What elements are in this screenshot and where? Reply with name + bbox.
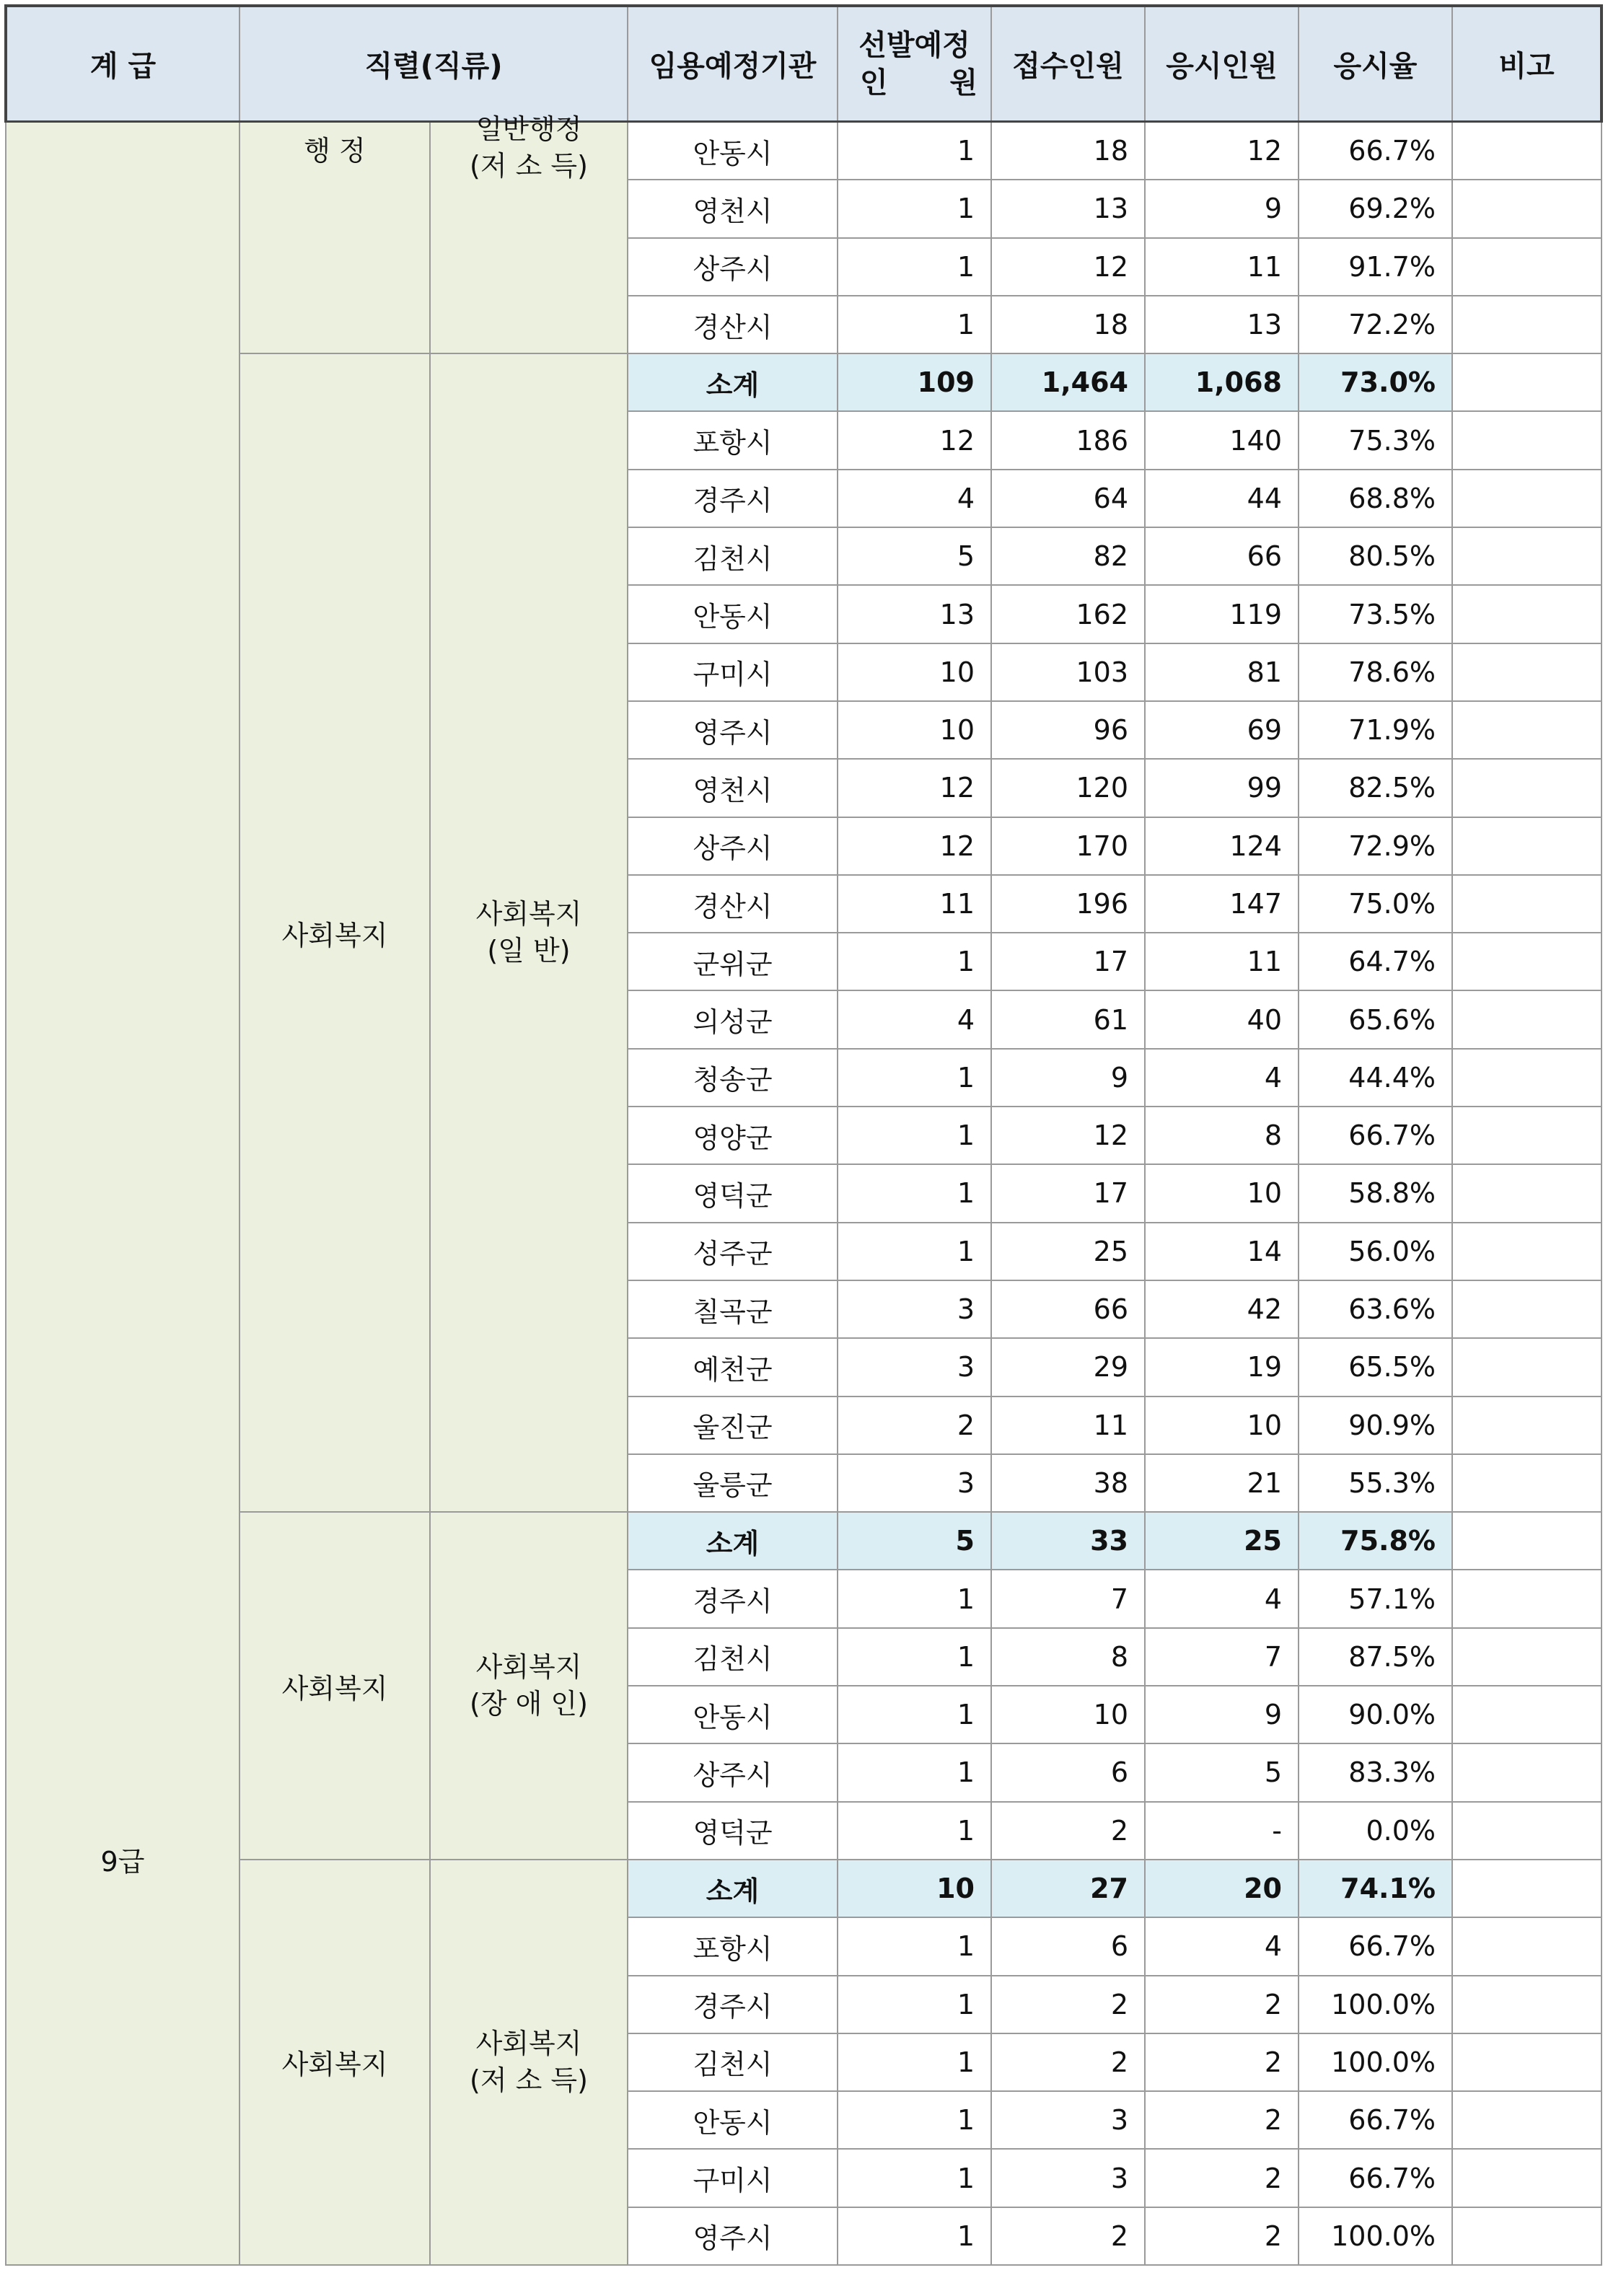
received-cell: 18 [991, 296, 1145, 353]
rate-cell: 74.1% [1299, 1860, 1452, 1917]
agency-cell: 영덕군 [628, 1802, 838, 1860]
received-cell: 29 [991, 1338, 1145, 1396]
agency-cell: 소계 [628, 1512, 838, 1570]
note-cell [1452, 643, 1602, 701]
note-cell [1452, 1628, 1602, 1686]
agency-cell: 군위군 [628, 933, 838, 990]
note-cell [1452, 1049, 1602, 1107]
agency-cell: 김천시 [628, 2033, 838, 2091]
received-cell: 6 [991, 1743, 1145, 1801]
received-cell: 12 [991, 238, 1145, 296]
received-cell: 2 [991, 1802, 1145, 1860]
rate-cell: 0.0% [1299, 1802, 1452, 1860]
rate-cell: 71.9% [1299, 701, 1452, 759]
note-cell [1452, 1686, 1602, 1743]
agency-cell: 영덕군 [628, 1164, 838, 1222]
planned-cell: 1 [838, 1164, 991, 1222]
note-cell [1452, 933, 1602, 990]
planned-cell: 10 [838, 643, 991, 701]
received-cell: 38 [991, 1454, 1145, 1512]
note-cell [1452, 2033, 1602, 2091]
planned-cell: 4 [838, 990, 991, 1048]
category-line1: 사회복지 [475, 2027, 582, 2059]
rate-cell: 73.5% [1299, 585, 1452, 643]
rate-cell: 57.1% [1299, 1570, 1452, 1627]
rate-cell: 66.7% [1299, 1917, 1452, 1975]
received-cell: 17 [991, 933, 1145, 990]
note-cell [1452, 1860, 1602, 1917]
agency-cell: 포항시 [628, 411, 838, 469]
applied-cell: 13 [1145, 296, 1299, 353]
category-cell [430, 353, 628, 1512]
rate-cell: 55.3% [1299, 1454, 1452, 1512]
level-value: 9급 [100, 1846, 145, 1878]
planned-cell: 1 [838, 1570, 991, 1627]
received-cell: 61 [991, 990, 1145, 1048]
agency-cell: 경주시 [628, 1976, 838, 2033]
planned-cell: 1 [838, 2091, 991, 2149]
header-planned-line2 [838, 64, 990, 102]
applied-cell: 21 [1145, 1454, 1299, 1512]
note-cell [1452, 1454, 1602, 1512]
rate-cell: 44.4% [1299, 1049, 1452, 1107]
rate-cell: 66.7% [1299, 122, 1452, 180]
agency-cell: 상주시 [628, 238, 838, 296]
applied-cell: 2 [1145, 2207, 1299, 2265]
received-cell: 9 [991, 1049, 1145, 1107]
applied-cell: 66 [1145, 527, 1299, 585]
planned-cell: 3 [838, 1454, 991, 1512]
note-cell [1452, 180, 1602, 237]
applied-cell: 119 [1145, 585, 1299, 643]
note-cell [1452, 122, 1602, 180]
applied-cell: 124 [1145, 817, 1299, 875]
planned-cell: 4 [838, 470, 991, 527]
planned-cell: 109 [838, 353, 991, 411]
category-line1: 사회복지 [475, 897, 582, 930]
agency-cell: 청송군 [628, 1049, 838, 1107]
applied-cell: 147 [1145, 875, 1299, 933]
header-received: 접수인원 [991, 6, 1145, 122]
rate-cell: 65.6% [1299, 990, 1452, 1048]
header-series: 직렬(직류) [240, 6, 628, 122]
received-cell: 2 [991, 2033, 1145, 2091]
applied-cell: 4 [1145, 1917, 1299, 1975]
agency-cell: 구미시 [628, 643, 838, 701]
agency-cell: 안동시 [628, 585, 838, 643]
agency-cell: 상주시 [628, 1743, 838, 1801]
applied-cell: 20 [1145, 1860, 1299, 1917]
category-line1: 일반행정 [475, 113, 582, 145]
note-cell [1452, 585, 1602, 643]
applied-cell: 2 [1145, 1976, 1299, 2033]
agency-cell: 안동시 [628, 1686, 838, 1743]
planned-cell: 1 [838, 1223, 991, 1280]
planned-cell: 1 [838, 2149, 991, 2207]
agency-cell: 안동시 [628, 2091, 838, 2149]
agency-cell: 영양군 [628, 1107, 838, 1164]
series-cell: 사회복지 [240, 353, 430, 1512]
rate-cell: 82.5% [1299, 759, 1452, 817]
category-line1: 사회복지 [475, 1650, 582, 1683]
applied-cell: 2 [1145, 2149, 1299, 2207]
received-cell: 17 [991, 1164, 1145, 1222]
note-cell [1452, 701, 1602, 759]
series-cell: 사회복지 [240, 1512, 430, 1860]
note-cell [1452, 2091, 1602, 2149]
received-cell: 7 [991, 1570, 1145, 1627]
note-cell [1452, 296, 1602, 353]
rate-cell: 78.6% [1299, 643, 1452, 701]
planned-cell: 1 [838, 238, 991, 296]
rate-cell: 87.5% [1299, 1628, 1452, 1686]
planned-cell: 1 [838, 1686, 991, 1743]
planned-cell: 1 [838, 1743, 991, 1801]
received-cell: 120 [991, 759, 1145, 817]
planned-cell: 1 [838, 1628, 991, 1686]
applied-cell: 40 [1145, 990, 1299, 1048]
applied-cell: 11 [1145, 238, 1299, 296]
rate-cell: 100.0% [1299, 2033, 1452, 2091]
received-cell: 170 [991, 817, 1145, 875]
applied-cell: 9 [1145, 180, 1299, 237]
applied-cell: 4 [1145, 1049, 1299, 1107]
received-cell: 82 [991, 527, 1145, 585]
rate-cell: 73.0% [1299, 353, 1452, 411]
applied-cell: 9 [1145, 1686, 1299, 1743]
applied-cell: 81 [1145, 643, 1299, 701]
received-cell: 10 [991, 1686, 1145, 1743]
received-cell: 66 [991, 1280, 1145, 1338]
applied-cell: 11 [1145, 933, 1299, 990]
note-cell [1452, 1396, 1602, 1454]
agency-cell: 칠곡군 [628, 1280, 838, 1338]
header-note: 비고 [1452, 6, 1602, 122]
header-rate: 응시율 [1299, 6, 1452, 122]
received-cell: 11 [991, 1396, 1145, 1454]
planned-cell: 12 [838, 817, 991, 875]
rate-cell: 90.0% [1299, 1686, 1452, 1743]
agency-cell: 김천시 [628, 1628, 838, 1686]
planned-cell: 1 [838, 1976, 991, 2033]
received-cell: 18 [991, 122, 1145, 180]
note-cell [1452, 817, 1602, 875]
applied-cell: 140 [1145, 411, 1299, 469]
rate-cell: 56.0% [1299, 1223, 1452, 1280]
received-cell: 103 [991, 643, 1145, 701]
planned-cell: 1 [838, 1802, 991, 1860]
planned-cell: 3 [838, 1338, 991, 1396]
applied-cell: 2 [1145, 2091, 1299, 2149]
rate-cell: 83.3% [1299, 1743, 1452, 1801]
applied-cell: 14 [1145, 1223, 1299, 1280]
agency-cell: 구미시 [628, 2149, 838, 2207]
received-cell: 186 [991, 411, 1145, 469]
note-cell [1452, 1570, 1602, 1627]
applied-cell: 69 [1145, 701, 1299, 759]
subtotal-row [6, 1512, 1602, 1570]
subtotal-row [6, 1860, 1602, 1917]
note-cell [1452, 990, 1602, 1048]
applied-cell: 2 [1145, 2033, 1299, 2091]
agency-cell: 포항시 [628, 1917, 838, 1975]
agency-cell: 영천시 [628, 180, 838, 237]
header-planned-line1: 선발예정 [858, 28, 970, 62]
planned-cell: 1 [838, 296, 991, 353]
note-cell [1452, 1107, 1602, 1164]
series-cell: 행 정 [240, 122, 430, 354]
rate-cell: 66.7% [1299, 2091, 1452, 2149]
rate-cell: 75.0% [1299, 875, 1452, 933]
series-cell: 사회복지 [240, 1860, 430, 2265]
applied-cell: 44 [1145, 470, 1299, 527]
note-cell [1452, 1223, 1602, 1280]
rate-cell: 90.9% [1299, 1396, 1452, 1454]
agency-cell: 경산시 [628, 296, 838, 353]
applied-cell: 42 [1145, 1280, 1299, 1338]
rate-cell: 100.0% [1299, 1976, 1452, 2033]
note-cell [1452, 1164, 1602, 1222]
level-cell [6, 122, 240, 2265]
rate-cell: 65.5% [1299, 1338, 1452, 1396]
planned-cell: 3 [838, 1280, 991, 1338]
applied-cell: 5 [1145, 1743, 1299, 1801]
note-cell [1452, 1743, 1602, 1801]
planned-cell: 2 [838, 1396, 991, 1454]
note-cell [1452, 470, 1602, 527]
applied-cell: 10 [1145, 1396, 1299, 1454]
agency-cell: 의성군 [628, 990, 838, 1048]
rate-cell: 68.8% [1299, 470, 1452, 527]
header-planned-line2a: 인 [860, 66, 888, 100]
planned-cell: 5 [838, 1512, 991, 1570]
agency-cell: 울릉군 [628, 1454, 838, 1512]
rate-cell: 75.3% [1299, 411, 1452, 469]
planned-cell: 11 [838, 875, 991, 933]
agency-cell: 김천시 [628, 527, 838, 585]
received-cell: 8 [991, 1628, 1145, 1686]
table-body [6, 113, 1602, 2265]
received-cell: 12 [991, 1107, 1145, 1164]
note-cell [1452, 411, 1602, 469]
rate-cell: 91.7% [1299, 238, 1452, 296]
received-cell: 196 [991, 875, 1145, 933]
agency-cell: 영주시 [628, 701, 838, 759]
category-line2: (저 소 득) [470, 2064, 588, 2096]
planned-cell: 5 [838, 527, 991, 585]
note-cell [1452, 527, 1602, 585]
agency-cell: 경주시 [628, 1570, 838, 1627]
applied-cell: 1,068 [1145, 353, 1299, 411]
received-cell: 27 [991, 1860, 1145, 1917]
subtotal-row [6, 353, 1602, 411]
received-cell: 64 [991, 470, 1145, 527]
planned-cell: 1 [838, 2207, 991, 2265]
table-row [6, 122, 1602, 180]
agency-cell: 상주시 [628, 817, 838, 875]
applied-cell: 4 [1145, 1570, 1299, 1627]
note-cell [1452, 2149, 1602, 2207]
agency-cell: 소계 [628, 353, 838, 411]
rate-cell: 58.8% [1299, 1164, 1452, 1222]
rate-cell: 66.7% [1299, 1107, 1452, 1164]
planned-cell: 1 [838, 933, 991, 990]
agency-cell: 안동시 [628, 122, 838, 180]
category-cell [430, 1512, 628, 1860]
agency-cell: 성주군 [628, 1223, 838, 1280]
applied-cell: 19 [1145, 1338, 1299, 1396]
planned-cell: 1 [838, 1049, 991, 1107]
applied-cell: 10 [1145, 1164, 1299, 1222]
applied-cell: 12 [1145, 122, 1299, 180]
header-applied: 응시인원 [1145, 6, 1299, 122]
received-cell: 13 [991, 180, 1145, 237]
category-cell [430, 1860, 628, 2265]
received-cell: 25 [991, 1223, 1145, 1280]
note-cell [1452, 2207, 1602, 2265]
agency-cell: 경주시 [628, 470, 838, 527]
planned-cell: 12 [838, 759, 991, 817]
recruitment-table [4, 4, 1603, 2266]
planned-cell: 1 [838, 1107, 991, 1164]
rate-cell: 72.9% [1299, 817, 1452, 875]
header-row [6, 6, 1602, 122]
header-planned-line2b: 원 [949, 66, 977, 100]
note-cell [1452, 238, 1602, 296]
planned-cell: 10 [838, 701, 991, 759]
applied-cell: 25 [1145, 1512, 1299, 1570]
received-cell: 33 [991, 1512, 1145, 1570]
applied-cell: - [1145, 1802, 1299, 1860]
note-cell [1452, 1802, 1602, 1860]
rate-cell: 66.7% [1299, 2149, 1452, 2207]
note-cell [1452, 875, 1602, 933]
rate-cell: 75.8% [1299, 1512, 1452, 1570]
received-cell: 96 [991, 701, 1145, 759]
planned-cell: 13 [838, 585, 991, 643]
received-cell: 2 [991, 2207, 1145, 2265]
note-cell [1452, 353, 1602, 411]
header-planned [838, 6, 991, 122]
received-cell: 3 [991, 2091, 1145, 2149]
note-cell [1452, 1338, 1602, 1396]
agency-cell: 영천시 [628, 759, 838, 817]
note-cell [1452, 1512, 1602, 1570]
received-cell: 6 [991, 1917, 1145, 1975]
planned-cell: 1 [838, 122, 991, 180]
applied-cell: 7 [1145, 1628, 1299, 1686]
note-cell [1452, 1976, 1602, 2033]
agency-cell: 소계 [628, 1860, 838, 1917]
rate-cell: 64.7% [1299, 933, 1452, 990]
agency-cell: 경산시 [628, 875, 838, 933]
agency-cell: 영주시 [628, 2207, 838, 2265]
header-level: 계 급 [6, 6, 240, 122]
note-cell [1452, 1280, 1602, 1338]
received-cell: 1,464 [991, 353, 1145, 411]
rate-cell: 63.6% [1299, 1280, 1452, 1338]
category-line2: (저 소 득) [470, 150, 588, 182]
planned-cell: 1 [838, 180, 991, 237]
rate-cell: 100.0% [1299, 2207, 1452, 2265]
planned-cell: 10 [838, 1860, 991, 1917]
agency-cell: 울진군 [628, 1396, 838, 1454]
agency-cell: 예천군 [628, 1338, 838, 1396]
rate-cell: 69.2% [1299, 180, 1452, 237]
category-line2: (장 애 인) [470, 1688, 588, 1720]
planned-cell: 12 [838, 411, 991, 469]
planned-cell: 1 [838, 1917, 991, 1975]
received-cell: 3 [991, 2149, 1145, 2207]
note-cell [1452, 1917, 1602, 1975]
rate-cell: 72.2% [1299, 296, 1452, 353]
received-cell: 162 [991, 585, 1145, 643]
header-agency: 임용예정기관 [628, 6, 838, 122]
rate-cell: 80.5% [1299, 527, 1452, 585]
category-line2: (일 반) [487, 935, 571, 967]
planned-cell: 1 [838, 2033, 991, 2091]
received-cell: 2 [991, 1976, 1145, 2033]
applied-cell: 8 [1145, 1107, 1299, 1164]
note-cell [1452, 759, 1602, 817]
applied-cell: 99 [1145, 759, 1299, 817]
category-cell [430, 113, 628, 354]
